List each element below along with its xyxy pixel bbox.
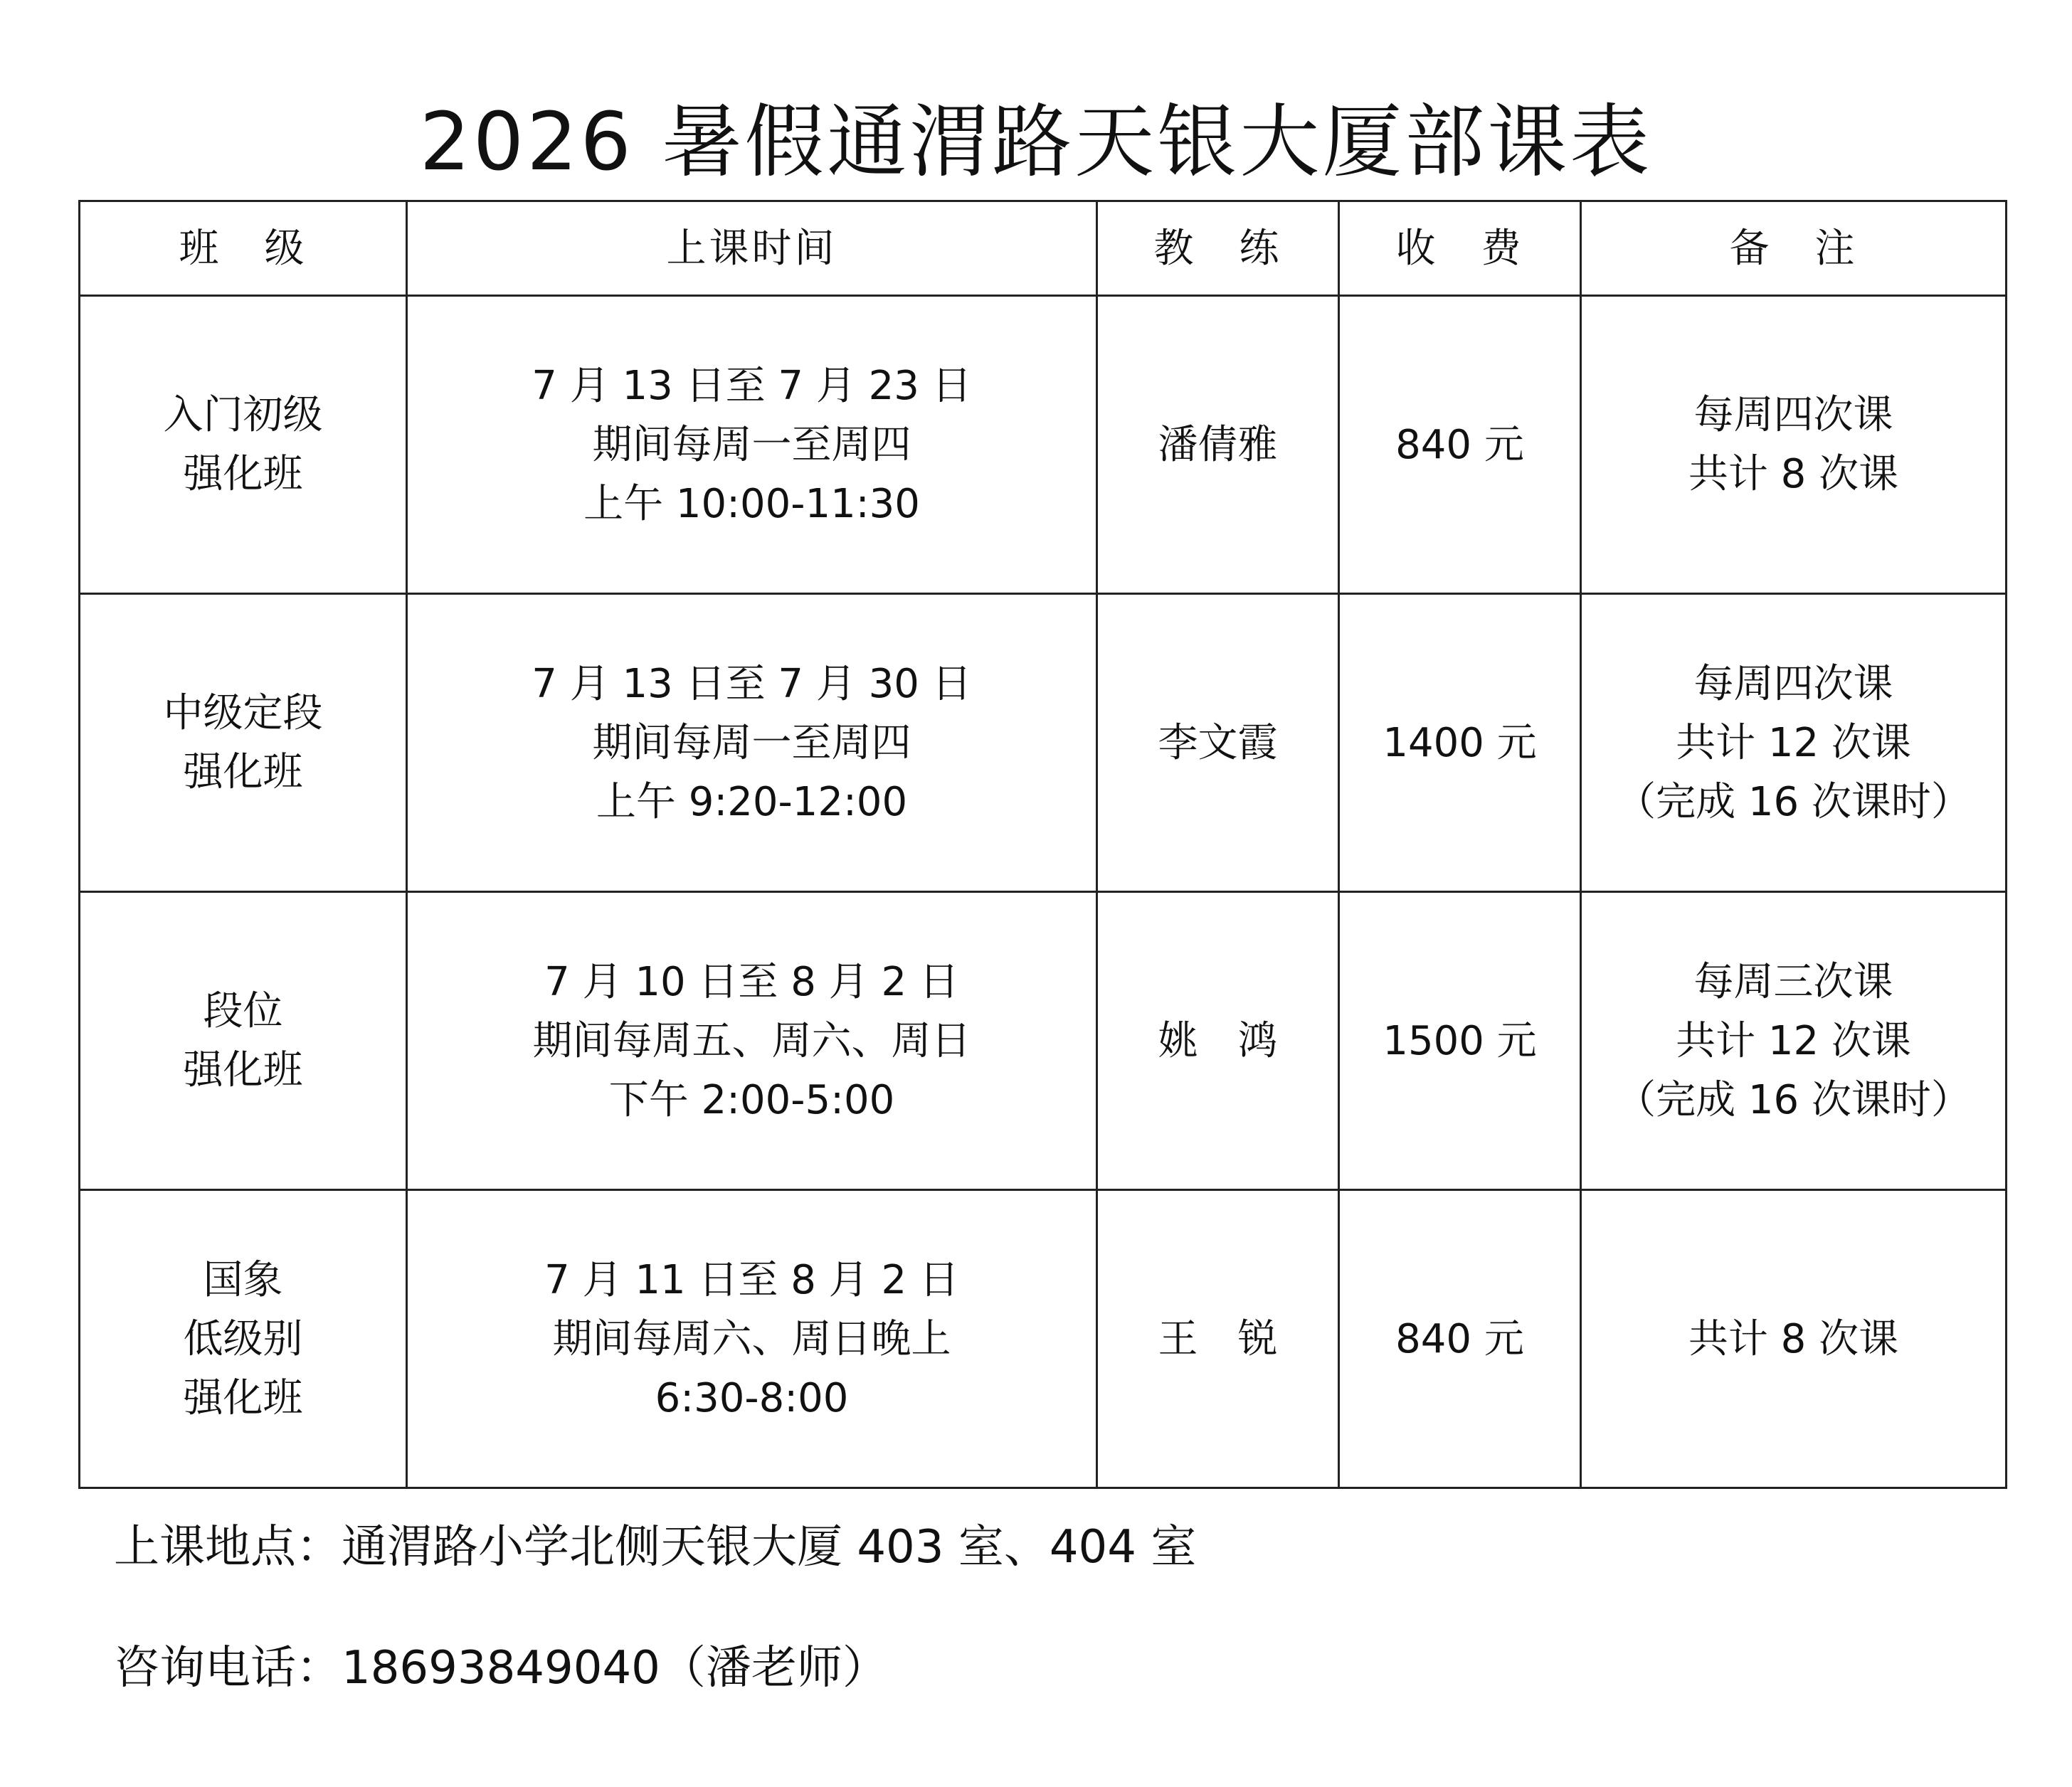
note-line: 每周四次课 [1693,660,1893,707]
coach-cell: 王 锐 [1097,1190,1339,1488]
class-line: 入门初级 [163,392,323,438]
time-cell [407,892,1097,1190]
table-row [80,892,2007,1190]
contact-phone: 咨询电话：18693849040（潘老师） [114,1642,888,1695]
coach-cell: 潘倩雅 [1097,296,1339,594]
coach-cell: 李文霞 [1097,594,1339,892]
time-line: 7 月 13 日至 7 月 30 日 [532,660,972,707]
class-line: 国象 [203,1256,283,1303]
class-line: 强化班 [183,1047,303,1093]
time-line: 7 月 11 日至 8 月 2 日 [544,1256,959,1303]
class-line: 低级别 [183,1315,303,1362]
note-cell [1581,1190,2007,1488]
header-time: 上课时间 [407,201,1097,296]
coach-cell: 姚 鸿 [1097,892,1339,1190]
note-line: 共计 12 次课 [1676,1017,1911,1064]
header-class: 班 级 [80,201,407,296]
fee-cell: 840 元 [1339,296,1581,594]
schedule-table [78,200,2007,1489]
class-line: 强化班 [183,1374,303,1421]
table-row [80,1190,2007,1488]
table-row [80,296,2007,594]
time-cell [407,296,1097,594]
page-title: 2026 暑假通渭路天银大厦部课表 [419,96,1653,189]
header-coach: 教 练 [1097,201,1339,296]
time-line: 期间每周一至周四 [592,719,911,766]
note-cell [1581,296,2007,594]
time-line: 6:30-8:00 [655,1374,849,1421]
fee-cell: 840 元 [1339,1190,1581,1488]
note-line: 每周四次课 [1693,392,1893,438]
time-line: 下午 2:00-5:00 [608,1076,895,1123]
class-cell [80,594,407,892]
header-fee: 收 费 [1339,201,1581,296]
note-line: （完成 16 次课时） [1616,1076,1971,1123]
time-line: 7 月 10 日至 8 月 2 日 [544,958,959,1005]
time-line: 期间每周一至周四 [592,421,911,468]
class-line: 段位 [203,988,283,1034]
note-line: 共计 8 次课 [1688,1315,1899,1362]
table-row [80,594,2007,892]
fee-cell: 1400 元 [1339,594,1581,892]
table-header-row [80,201,2007,296]
time-line: 期间每周五、周六、周日 [532,1017,971,1064]
note-line: （完成 16 次课时） [1616,778,1971,825]
location-info: 上课地点：通渭路小学北侧天银大厦 403 室、404 室 [114,1521,1197,1574]
note-line: 每周三次课 [1693,958,1893,1005]
note-line: 共计 12 次课 [1676,719,1911,766]
time-cell [407,594,1097,892]
header-note: 备 注 [1581,201,2007,296]
note-cell [1581,594,2007,892]
note-line: 共计 8 次课 [1688,451,1899,497]
time-line: 上午 10:00-11:30 [583,480,920,527]
class-line: 中级定段 [163,690,323,736]
fee-cell: 1500 元 [1339,892,1581,1190]
time-line: 7 月 13 日至 7 月 23 日 [532,362,972,409]
class-cell [80,296,407,594]
class-line: 强化班 [183,451,303,497]
class-line: 强化班 [183,749,303,795]
class-cell [80,1190,407,1488]
class-cell [80,892,407,1190]
time-line: 期间每周六、周日晚上 [552,1315,951,1362]
note-cell [1581,892,2007,1190]
time-cell [407,1190,1097,1488]
time-line: 上午 9:20-12:00 [596,778,908,825]
